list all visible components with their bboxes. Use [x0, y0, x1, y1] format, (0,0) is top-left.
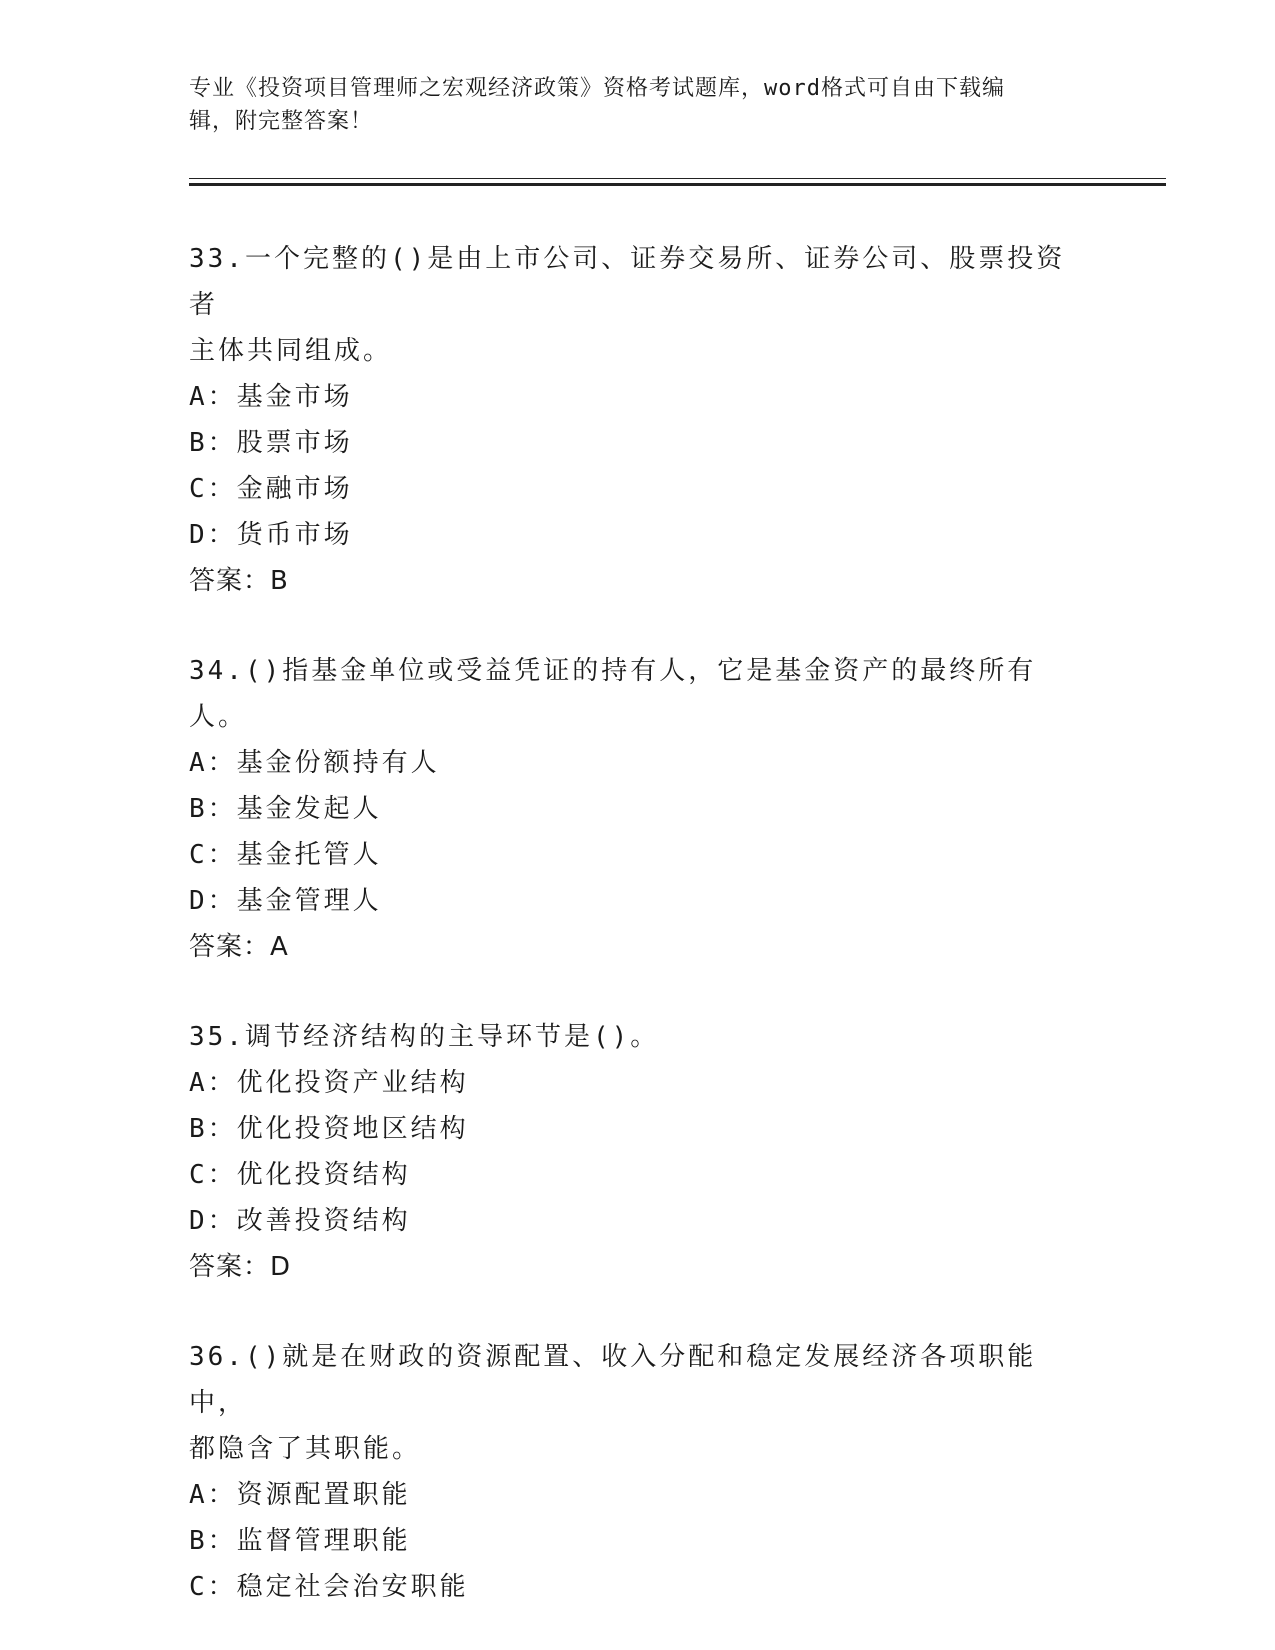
- document-header: [189, 72, 1079, 138]
- option-c: C：稳定社会治安职能: [189, 1572, 469, 1602]
- question-34: [189, 648, 1089, 970]
- option-b: B：监督管理职能: [189, 1526, 411, 1556]
- question-text: 34.()指基金单位或受益凭证的持有人，它是基金资产的最终所有人。: [189, 656, 1037, 732]
- header-line-2: 辑，附完整答案！: [189, 109, 374, 134]
- option-d: D：改善投资结构: [189, 1206, 411, 1236]
- question-text-continued: 主体共同组成。: [189, 336, 393, 366]
- option-b: B：基金发起人: [189, 794, 382, 824]
- question-text: 33.一个完整的()是由上市公司、证券交易所、证券公司、股票投资者: [189, 244, 1066, 320]
- question-33: [189, 236, 1089, 604]
- answer-line: 答案：A: [189, 932, 289, 962]
- header-line-1: 专业《投资项目管理师之宏观经济政策》资格考试题库，word格式可自由下载编: [189, 76, 1005, 101]
- option-d: D：基金管理人: [189, 886, 382, 916]
- question-text: 35.调节经济结构的主导环节是()。: [189, 1022, 660, 1052]
- option-a: A：资源配置职能: [189, 1480, 411, 1510]
- option-d: D：货币市场: [189, 520, 353, 550]
- option-a: A：基金份额持有人: [189, 748, 440, 778]
- question-list: [189, 236, 1089, 1610]
- answer-line: 答案：D: [189, 1252, 292, 1282]
- option-c: C：优化投资结构: [189, 1160, 411, 1190]
- answer-line: 答案：B: [189, 566, 289, 596]
- option-c: C：金融市场: [189, 474, 353, 504]
- option-b: B：股票市场: [189, 428, 353, 458]
- question-text-continued: 都隐含了其职能。: [189, 1434, 422, 1464]
- question-text: 36.()就是在财政的资源配置、收入分配和稳定发展经济各项职能中，: [189, 1342, 1037, 1418]
- question-35: [189, 1014, 1089, 1290]
- option-a: A：优化投资产业结构: [189, 1068, 469, 1098]
- option-b: B：优化投资地区结构: [189, 1114, 469, 1144]
- option-c: C：基金托管人: [189, 840, 382, 870]
- header-divider-thick: [189, 183, 1166, 186]
- question-36: [189, 1334, 1089, 1610]
- option-a: A：基金市场: [189, 382, 353, 412]
- header-divider-thin: [189, 178, 1166, 179]
